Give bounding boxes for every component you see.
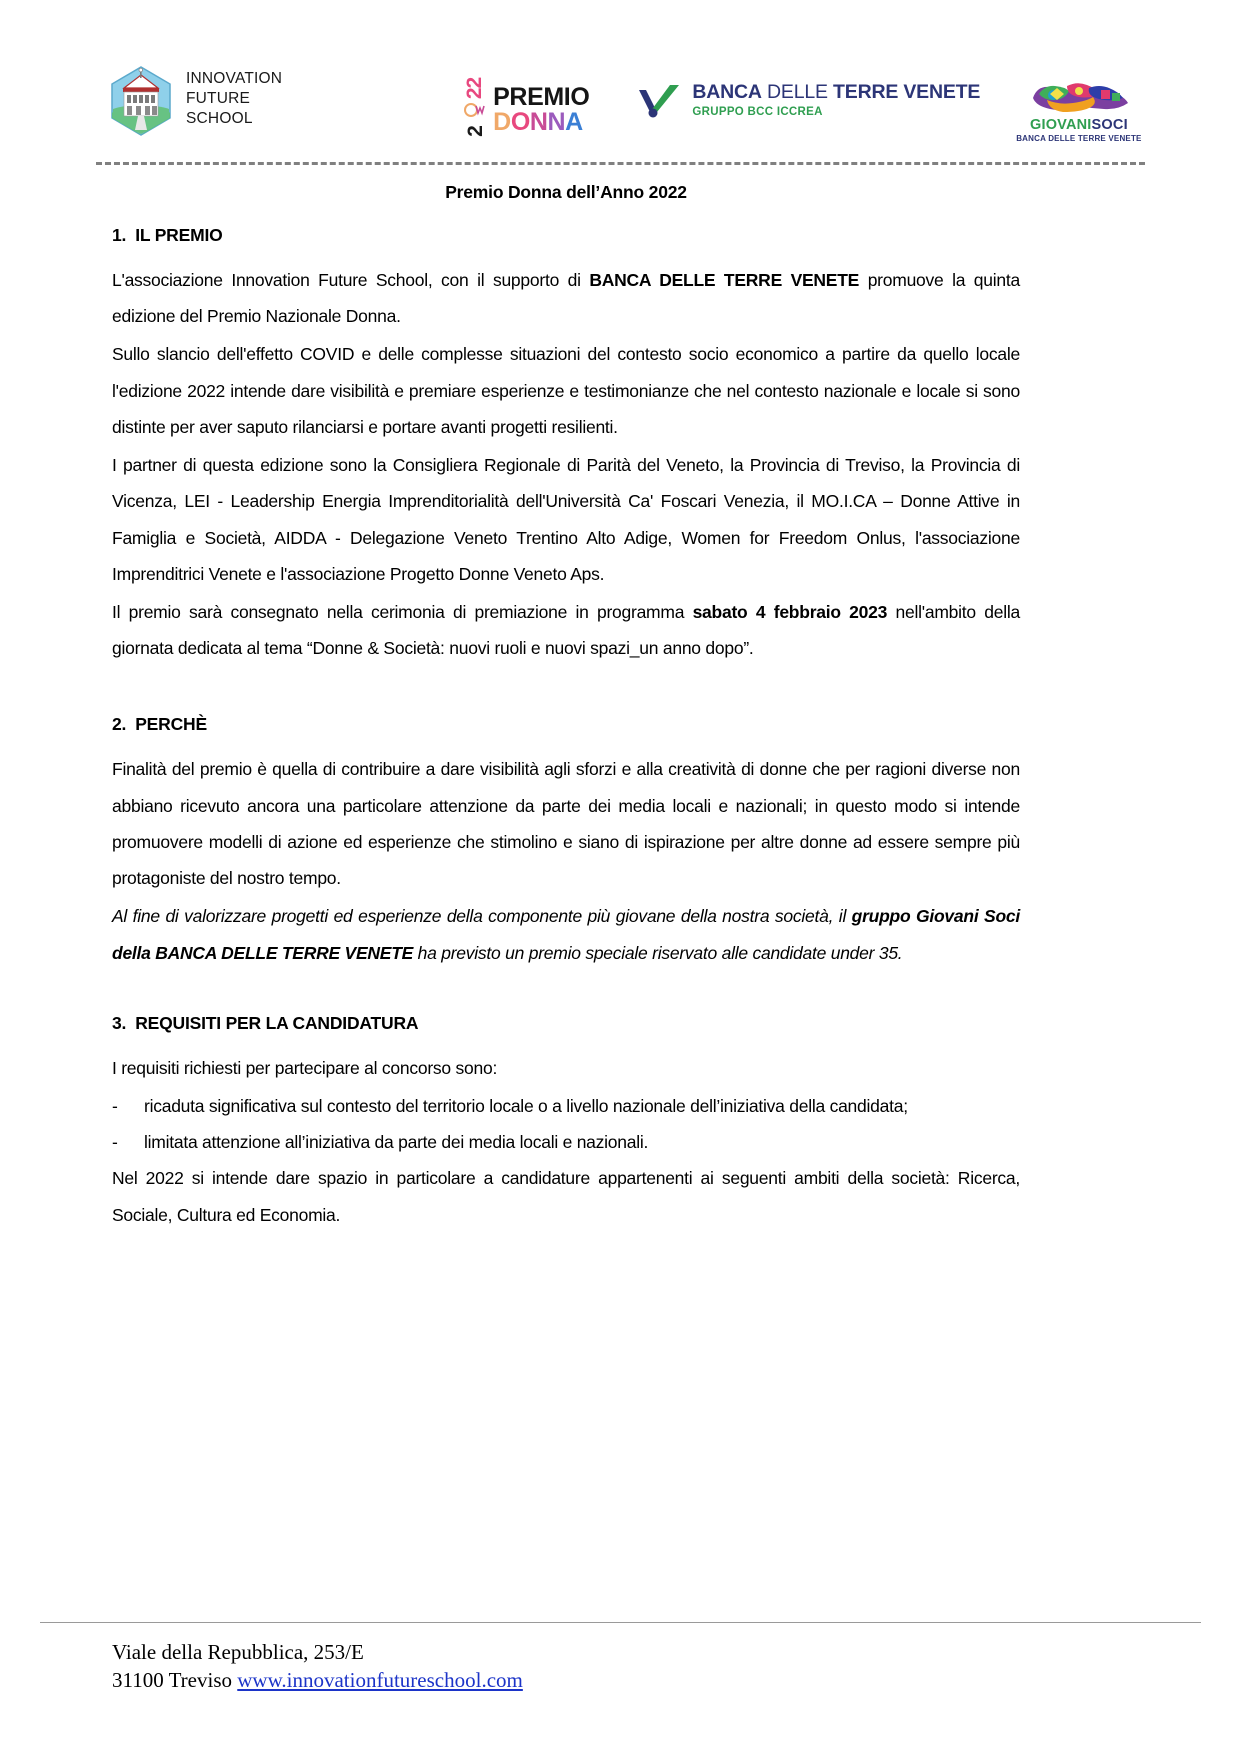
- header-dashed-divider: [96, 162, 1145, 165]
- document-body: [112, 182, 1020, 1235]
- donna-letter-d: D: [493, 108, 511, 136]
- list-item: [112, 1088, 1020, 1124]
- document-title: Premio Donna dell’Anno 2022: [445, 182, 687, 202]
- section1-paragraph-3: I partner di questa edizione sono la Consigliera Regionale di Parità del Veneto, la Provincia di Treviso, la Provincia di Vicenza, LEI - Leadership Energia Imprenditorialità dell'Università Ca' Foscari Venezia, il MO.I.CA – Donne Attive in Famiglia e Società, AIDDA - Delegazione Veneto Trentino Alto Adige, Women for Freedom Onlus, l'associazione Imprenditrici Venete e l'associazione Progetto Donne Veneto Aps.: [112, 455, 1020, 584]
- giovanisoci-logo: [1016, 74, 1141, 143]
- ifs-line-2: FUTURE: [186, 89, 251, 107]
- premio-donna-logo: [462, 78, 589, 142]
- giovanisoci-subtitle: BANCA DELLE TERRE VENETE: [1016, 134, 1142, 143]
- s1p4-part-c: nell'ambito della giornata dedicata al tema “Donne & Società: nuovi ruoli e nuovi spazi_un anno dopo”.: [112, 601, 1020, 659]
- section-title-2: PERCHÈ: [135, 714, 207, 735]
- section3-paragraph-1: I requisiti richiesti per partecipare al concorso sono:: [112, 1057, 498, 1078]
- premio-year-top: 22: [463, 77, 487, 100]
- premio-year-rotated: [462, 78, 488, 142]
- giovanisoci-wordmark: [1030, 117, 1128, 133]
- donna-letter-o: O: [510, 108, 530, 136]
- bullet-dash-2: -: [112, 1132, 118, 1153]
- footer-block: [112, 1638, 523, 1695]
- requirement-text-2: limitata attenzione all’iniziativa da parte dei media locali e nazionali.: [144, 1132, 649, 1153]
- website-link[interactable]: www.innovationfutureschool.com: [237, 1668, 523, 1693]
- footer-divider: [40, 1622, 1201, 1623]
- section-number-3: 3.: [112, 1012, 127, 1033]
- s2p2-part-a: Al fine di valorizzare progetti ed esperienze della componente più giovane della nostra società, il: [112, 906, 852, 927]
- section-spacer-2: [112, 973, 1020, 1013]
- list-item: [112, 1124, 1020, 1160]
- premio-word: PREMIO: [493, 82, 590, 111]
- delle-word: DELLE: [767, 81, 828, 104]
- donna-letter-n2: N: [547, 108, 566, 136]
- section1-paragraph-4: [112, 594, 1020, 666]
- giovani-word: GIOVANI: [1029, 117, 1092, 133]
- s2p2-bold-group: gruppo Giovani Soci della BANCA DELLE TERRE VENETE: [112, 906, 1020, 963]
- section2-paragraph-2: [112, 898, 1020, 970]
- soci-word: SOCI: [1091, 117, 1128, 133]
- terre-venete-word: TERRE VENETE: [833, 81, 981, 104]
- footer-city: 31100 Treviso: [112, 1668, 238, 1693]
- donna-letter-n1: N: [529, 108, 548, 136]
- requirements-list: [112, 1088, 1020, 1160]
- banca-logo-text: [692, 82, 980, 118]
- s1p1-bold-bank: BANCA DELLE TERRE VENETE: [589, 270, 860, 290]
- section-number-1: 1.: [112, 225, 127, 245]
- section-title-3: REQUISITI PER LA CANDIDATURA: [135, 1012, 419, 1033]
- section1-paragraph-2: Sullo slancio dell'effetto COVID e delle complesse situazioni del contesto socio economico a partire da quello locale l'edizione 2022 intende dare visibilità e premiare esperienze e testimonianze che nel contesto nazionale e locale si sono distinte per aver saputo rilanciarsi e portare avanti progetti resilienti.: [112, 344, 1020, 437]
- ifs-line-3: SCHOOL: [186, 109, 253, 127]
- premio-year-bottom: 2: [463, 126, 487, 137]
- footer-address-line: Viale della Repubblica, 253/E: [112, 1640, 364, 1664]
- header-logo-bar: [95, 60, 1146, 155]
- checkmark-icon: [637, 82, 683, 118]
- banca-logo-title: [692, 82, 980, 102]
- section-heading-1: [112, 225, 1020, 246]
- s1p1-part-a: L'associazione Innovation Future School, con il supporto di: [112, 270, 590, 290]
- section2-paragraph-1: Finalità del premio è quella di contribuire a dare visibilità agli sforzi e alla creatività di donne che per ragioni diverse non abbiano ricevuto ancora una particolare attenzione da parte dei media locali e nazionali; in questo modo si intende promuovere modelli di azione ed esperienze che stimolino e siano di ispirazione per altre donne ad essere sempre più protagoniste del nostro tempo.: [112, 759, 1020, 889]
- premio-logo-words: [493, 82, 590, 136]
- donna-letter-a: A: [565, 108, 583, 136]
- s2p2-part-c: ha previsto un premio speciale riservato alle candidate under 35.: [413, 942, 903, 963]
- s1p4-bold-date: sabato 4 febbraio 2023: [692, 601, 888, 622]
- footer-city-line: [112, 1666, 523, 1694]
- section-heading-2: [112, 714, 1020, 735]
- ifs-line-1: INNOVATION: [186, 70, 283, 87]
- section-heading-3: [112, 1013, 1020, 1034]
- donna-word: [493, 110, 589, 136]
- banca-word: BANCA: [692, 81, 762, 104]
- banca-delle-terre-venete-logo: [637, 82, 980, 118]
- ifs-logo-text: [186, 66, 282, 128]
- section-number-2: 2.: [112, 714, 127, 735]
- cw-circle-icon: [462, 102, 488, 118]
- section3-paragraph-2: Nel 2022 si intende dare spazio in particolare a candidature appartenenti ai seguenti ambiti della società: Ricerca, Sociale, Cultura ed Economia.: [112, 1168, 1020, 1225]
- requirement-text-1: ricaduta significativa sul contesto del territorio locale o a livello nazionale dell’iniziativa della candidata;: [144, 1095, 908, 1116]
- section-title-1: IL PREMIO: [135, 225, 223, 245]
- bullet-dash-1: -: [112, 1095, 118, 1116]
- banca-logo-subtitle: GRUPPO BCC ICCREA: [692, 105, 823, 118]
- school-building-hexagon-icon: [110, 66, 172, 136]
- section-spacer-1: [112, 668, 1020, 714]
- abstract-mosaic-icon: [1027, 74, 1131, 116]
- s1p4-part-a: Il premio sarà consegnato nella cerimonia di premiazione in programma: [112, 601, 693, 622]
- innovation-future-school-logo: [110, 66, 282, 136]
- s1p1-part-c: promuove la quinta edizione del Premio Nazionale Donna.: [112, 270, 1020, 327]
- section1-paragraph-1: [112, 262, 1020, 334]
